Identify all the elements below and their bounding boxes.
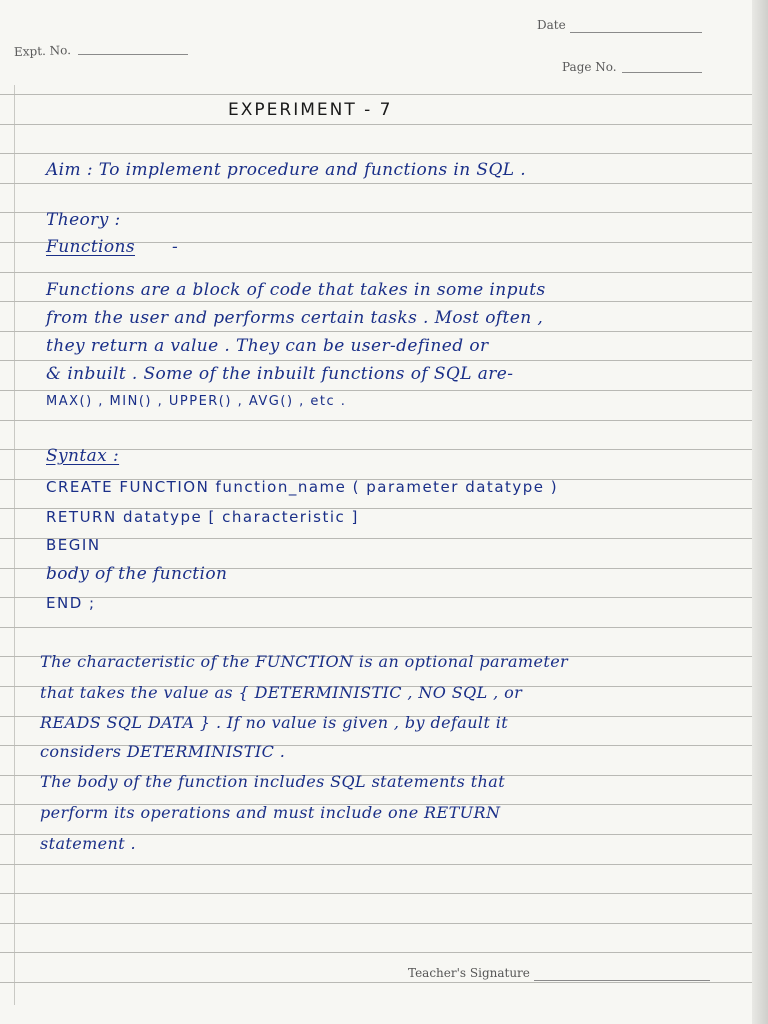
ruled-line — [0, 923, 752, 924]
margin-line — [14, 85, 15, 1005]
ruled-line — [0, 627, 752, 628]
theory-heading: Theory : — [46, 210, 121, 230]
page-title: EXPERIMENT - 7 — [228, 100, 393, 120]
teacher-signature-line — [534, 980, 710, 981]
page-no-line — [622, 72, 702, 73]
aim-line: Aim : To implement procedure and functions in SQL . — [46, 160, 527, 180]
paragraph1-line: & inbuilt . Some of the inbuilt functions of SQL are- — [46, 364, 514, 384]
paragraph2-line: that takes the value as { DETERMINISTIC , NO SQL , or — [40, 683, 523, 702]
ruled-line — [0, 153, 752, 154]
ruled-line — [0, 124, 752, 125]
paragraph1-line: they return a value . They can be user-defined or — [46, 336, 489, 356]
page-no-label: Page No. — [562, 60, 617, 74]
ruled-line — [0, 301, 752, 302]
paragraph2-line: READS SQL DATA } . If no value is given , by default it — [40, 713, 509, 732]
functions-dash: - — [172, 237, 179, 257]
syntax-line: body of the function — [46, 564, 228, 584]
syntax-line: BEGIN — [46, 536, 101, 554]
ruled-line — [0, 538, 752, 539]
syntax-line: END ; — [46, 594, 96, 612]
syntax-line: CREATE FUNCTION function_name ( parameter datatype ) — [46, 478, 559, 496]
paragraph2-line: considers DETERMINISTIC . — [40, 742, 286, 761]
paragraph1-line: from the user and performs certain tasks . Most often , — [46, 308, 544, 328]
paragraph2-line: statement . — [40, 834, 137, 853]
paragraph1-line: Functions are a block of code that takes in some inputs — [46, 280, 546, 300]
ruled-line — [0, 183, 752, 184]
ruled-line — [0, 597, 752, 598]
paragraph2-line: The characteristic of the FUNCTION is an optional parameter — [40, 652, 569, 671]
syntax-line: RETURN datatype [ characteristic ] — [46, 508, 359, 526]
ruled-line — [0, 272, 752, 273]
ruled-line — [0, 390, 752, 391]
ruled-line — [0, 94, 752, 95]
expt-no-label: Expt. No. — [13, 43, 72, 59]
ruled-line — [0, 331, 752, 332]
expt-no-line — [78, 54, 188, 55]
paragraph2-line: perform its operations and must include one RETURN — [40, 803, 501, 822]
paragraph2-line: The body of the function includes SQL statements that — [40, 772, 506, 791]
ruled-line — [0, 952, 752, 953]
ruled-line — [0, 982, 752, 983]
ruled-line — [0, 893, 752, 894]
ruled-line — [0, 420, 752, 421]
notebook-edge — [752, 0, 768, 1024]
date-line — [570, 32, 702, 33]
syntax-heading: Syntax : — [46, 446, 120, 466]
paragraph1-line: MAX() , MIN() , UPPER() , AVG() , etc . — [46, 394, 347, 409]
functions-heading: Functions — [46, 237, 135, 257]
teacher-signature-label: Teacher's Signature — [408, 966, 530, 980]
ruled-line — [0, 360, 752, 361]
date-label: Date — [537, 18, 566, 32]
ruled-line — [0, 864, 752, 865]
